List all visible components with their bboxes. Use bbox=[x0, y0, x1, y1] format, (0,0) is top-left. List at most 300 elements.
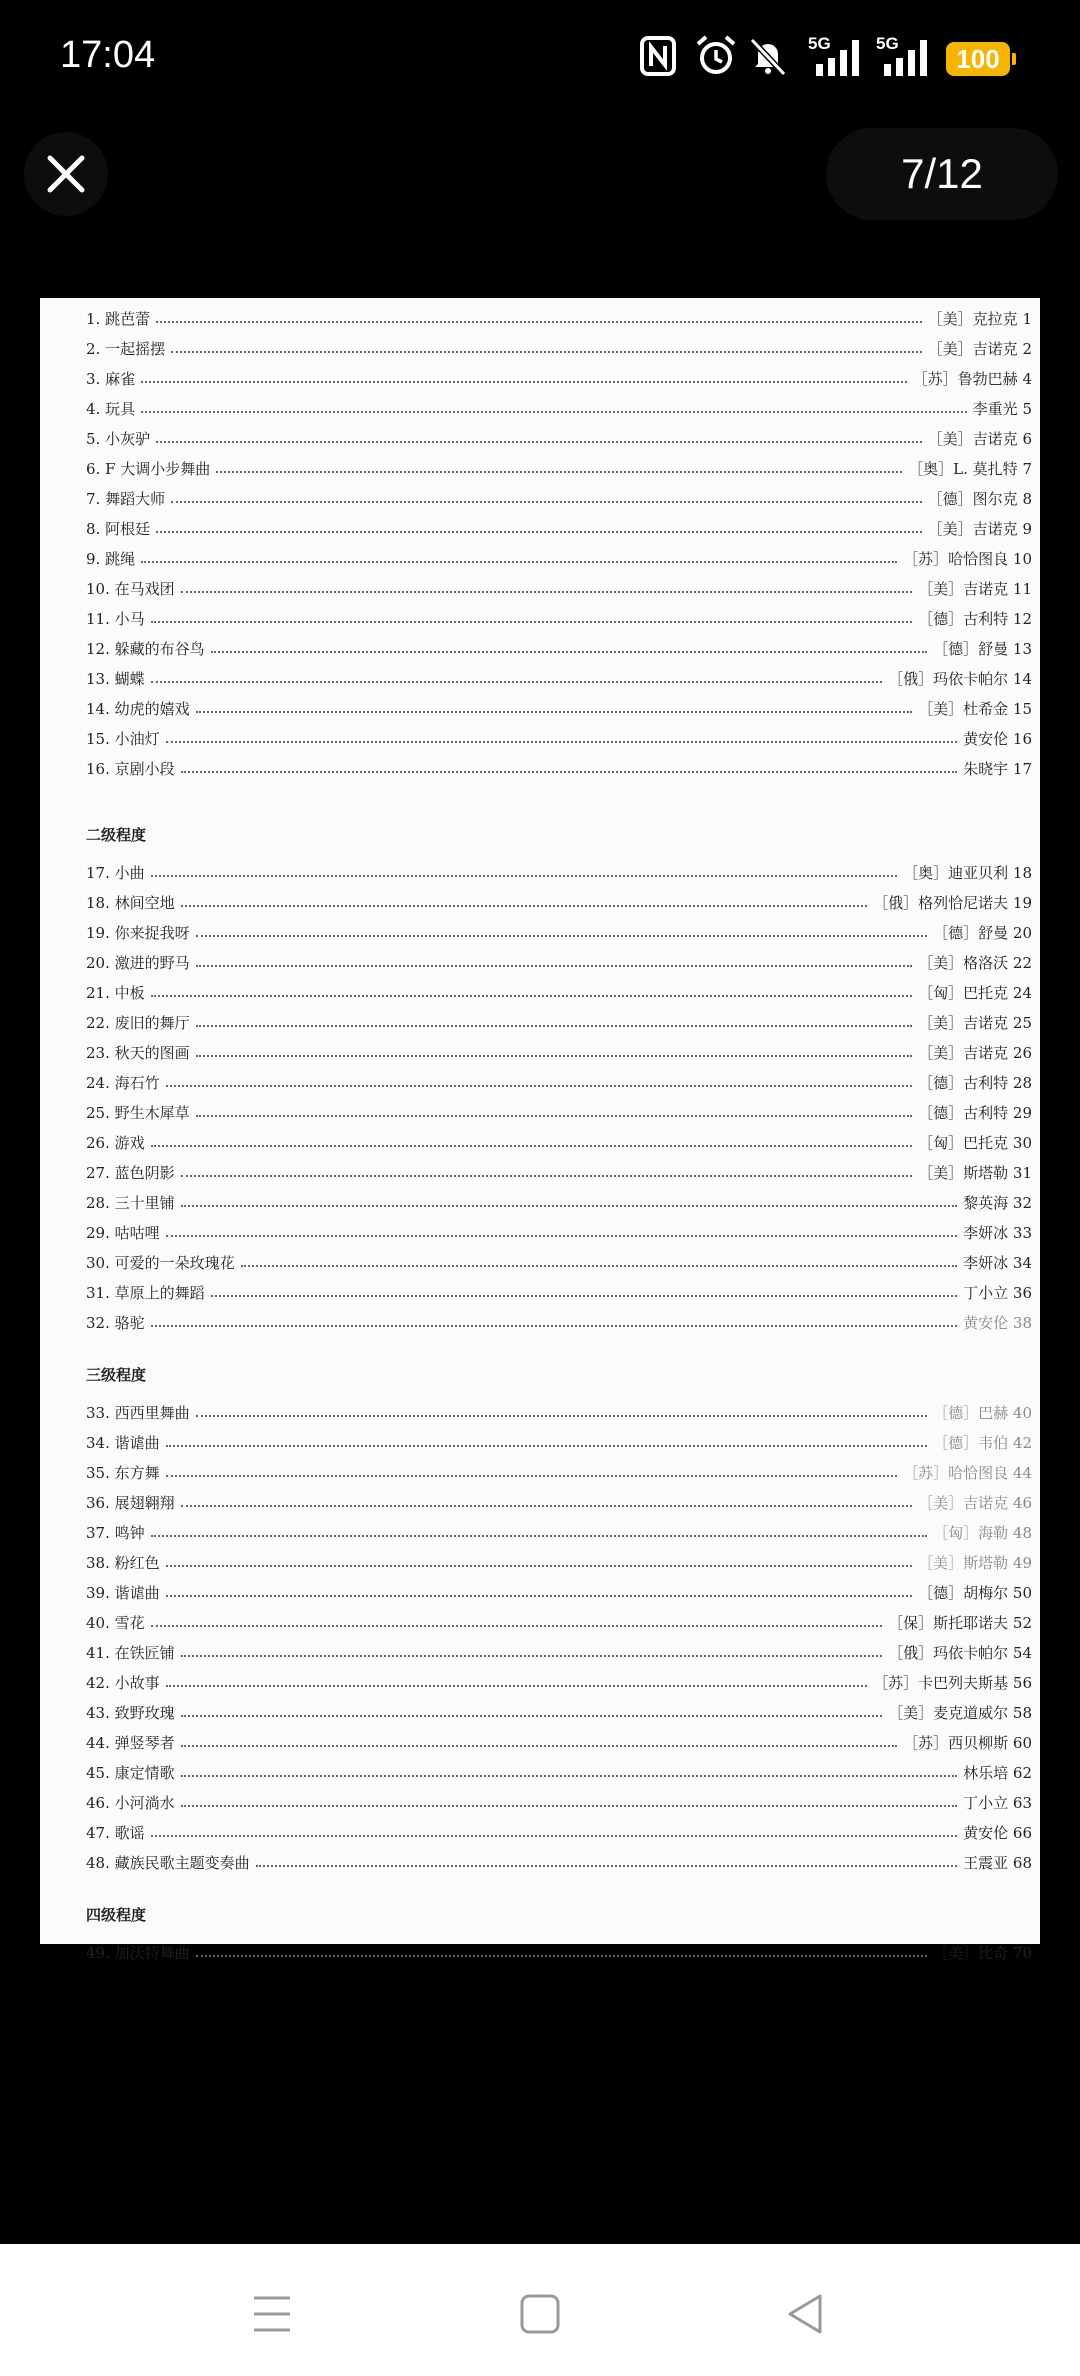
toc-entry-composer: ［德］古利特 bbox=[918, 1103, 1009, 1122]
toc-entry-composer: 李妍冰 bbox=[963, 1253, 1009, 1272]
toc-entry-page: 66 bbox=[1012, 1823, 1032, 1842]
toc-entry-composer: ［美］吉诺克 bbox=[918, 579, 1009, 598]
toc-entry-title: 38. 粉红色 bbox=[86, 1553, 160, 1572]
toc-entry-page: 20 bbox=[1012, 923, 1032, 942]
toc-entry-composer: ［苏］卡巴列夫斯基 bbox=[873, 1673, 1009, 1692]
toc-leader-dots bbox=[151, 1145, 912, 1147]
toc-entry-page: 18 bbox=[1012, 863, 1032, 882]
toc-entry bbox=[86, 1938, 1032, 1966]
toc-entry-composer: ［德］韦伯 bbox=[933, 1433, 1009, 1452]
toc-entry bbox=[86, 948, 1032, 976]
toc-entry-title: 27. 蓝色阴影 bbox=[86, 1163, 175, 1182]
toc-entry-composer-page bbox=[963, 1822, 1032, 1843]
toc-entry-title: 46. 小河淌水 bbox=[86, 1793, 175, 1812]
toc-leader-dots bbox=[196, 1415, 927, 1417]
signal-icon bbox=[880, 34, 936, 78]
toc-entry-composer-page bbox=[928, 338, 1032, 359]
toc-entry-page: 48 bbox=[1012, 1523, 1032, 1542]
toc-leader-dots bbox=[196, 711, 912, 713]
toc-entry-composer-page bbox=[928, 488, 1032, 509]
toc-leader-dots bbox=[196, 1955, 927, 1957]
toc-entry-page: 44 bbox=[1012, 1463, 1032, 1482]
toc-entry-composer: ［匈］巴托克 bbox=[918, 983, 1009, 1002]
toc-entry-title: 3. 麻雀 bbox=[86, 369, 136, 388]
toc-entry-title: 10. 在马戏团 bbox=[86, 579, 175, 598]
toc-entry bbox=[86, 978, 1032, 1006]
toc-entry-page: 24 bbox=[1012, 983, 1032, 1002]
toc-entry-title: 33. 西西里舞曲 bbox=[86, 1403, 190, 1422]
toc-entry-page: 6 bbox=[1022, 429, 1032, 448]
battery-icon bbox=[946, 42, 1010, 76]
toc-entry-composer: ［美］格洛沃 bbox=[918, 953, 1009, 972]
toc-entry-page: 54 bbox=[1012, 1643, 1032, 1662]
toc-entry-composer-page bbox=[933, 638, 1032, 659]
toc-leader-dots bbox=[256, 1865, 957, 1867]
toc-entry-page: 46 bbox=[1012, 1493, 1032, 1512]
toc-entry-composer: ［美］吉诺克 bbox=[918, 1013, 1009, 1032]
toc-leader-dots bbox=[196, 1055, 912, 1057]
toc-entry-title: 49. 加沃特舞曲 bbox=[86, 1943, 190, 1962]
toc-entry-title: 9. 跳绳 bbox=[86, 549, 136, 568]
toc-leader-dots bbox=[181, 771, 957, 773]
toc-entry-composer-page bbox=[963, 1792, 1032, 1813]
toc-entry-page: 30 bbox=[1012, 1133, 1032, 1152]
toc-leader-dots bbox=[151, 1835, 957, 1837]
toc-entry-page: 19 bbox=[1012, 893, 1032, 912]
toc-entry bbox=[86, 1128, 1032, 1156]
toc-entry-page: 5 bbox=[1022, 399, 1032, 418]
toc-entry-title: 13. 蝴蝶 bbox=[86, 669, 145, 688]
section-heading: 二级程度 bbox=[86, 826, 147, 844]
toc-leader-dots bbox=[181, 1505, 912, 1507]
toc-entry bbox=[86, 1638, 1032, 1666]
toc-entry-composer-page bbox=[918, 952, 1032, 973]
toc-leader-dots bbox=[141, 411, 967, 413]
toc-entry-composer: 黄安伦 bbox=[963, 1313, 1009, 1332]
toc-leader-dots bbox=[181, 591, 912, 593]
toc-entry-title: 45. 康定情歌 bbox=[86, 1763, 175, 1782]
toc-entry-page: 56 bbox=[1012, 1673, 1032, 1692]
toc-entry-title: 23. 秋天的图画 bbox=[86, 1043, 190, 1062]
toc-entry-composer: ［奥］L. 莫扎特 bbox=[908, 459, 1018, 478]
toc-entry-page: 42 bbox=[1012, 1433, 1032, 1452]
toc-entry-page: 63 bbox=[1012, 1793, 1032, 1812]
navigation-bar bbox=[0, 2244, 1080, 2376]
toc-leader-dots bbox=[181, 1715, 882, 1717]
toc-entry-composer: ［美］杜希金 bbox=[918, 699, 1009, 718]
toc-entry-title: 17. 小曲 bbox=[86, 863, 145, 882]
home-icon[interactable] bbox=[500, 2274, 580, 2354]
toc-entry-title: 21. 中板 bbox=[86, 983, 145, 1002]
toc-entry-composer: ［奥］迪亚贝利 bbox=[903, 863, 1009, 882]
toc-entry-title: 44. 弹竖琴者 bbox=[86, 1733, 175, 1752]
toc-leader-dots bbox=[196, 935, 927, 937]
toc-entry-composer: ［俄］格列恰尼诺夫 bbox=[873, 893, 1009, 912]
toc-entry bbox=[86, 364, 1032, 392]
toc-entry-composer: ［德］图尔克 bbox=[927, 489, 1018, 508]
toc-entry-title: 25. 野生木犀草 bbox=[86, 1103, 190, 1122]
toc-leader-dots bbox=[166, 1445, 927, 1447]
toc-entry bbox=[86, 604, 1032, 632]
toc-entry-composer-page bbox=[918, 1072, 1032, 1093]
toc-entry bbox=[86, 858, 1032, 886]
toc-entry-page: 10 bbox=[1012, 549, 1032, 568]
toc-entry-title: 39. 谐谑曲 bbox=[86, 1583, 160, 1602]
toc-entry bbox=[86, 514, 1032, 542]
toc-entry bbox=[86, 1188, 1032, 1216]
page-counter bbox=[826, 128, 1058, 220]
alarm-icon bbox=[694, 34, 738, 78]
toc-leader-dots bbox=[166, 1475, 897, 1477]
toc-entry-composer-page bbox=[973, 398, 1032, 419]
toc-entry-composer: ［美］比奇 bbox=[933, 1943, 1009, 1962]
toc-entry-composer: ［俄］玛依卡帕尔 bbox=[888, 669, 1009, 688]
battery-level: 100 bbox=[956, 44, 1000, 74]
toc-entry-composer-page bbox=[918, 1102, 1032, 1123]
toc-entry-title: 19. 你来捉我呀 bbox=[86, 923, 190, 942]
toc-entry-composer-page bbox=[928, 518, 1032, 539]
toc-leader-dots bbox=[181, 1745, 897, 1747]
toc-entry-composer-page bbox=[918, 982, 1032, 1003]
toc-entry-title: 34. 谐谑曲 bbox=[86, 1433, 160, 1452]
toc-leader-dots bbox=[166, 741, 957, 743]
toc-entry-composer-page bbox=[963, 1852, 1032, 1873]
toc-entry-composer-page bbox=[933, 1522, 1032, 1543]
toc-entry bbox=[86, 1668, 1032, 1696]
network-label-2: 5G bbox=[876, 34, 899, 53]
toc-entry-composer-page bbox=[963, 728, 1032, 749]
toc-leader-dots bbox=[181, 1805, 957, 1807]
toc-entry-composer-page bbox=[888, 1642, 1032, 1663]
toc-leader-dots bbox=[211, 1295, 957, 1297]
toc-entry-composer-page bbox=[913, 368, 1032, 389]
toc-entry-composer: 王震亚 bbox=[963, 1853, 1009, 1872]
toc-entry-composer: ［德］古利特 bbox=[918, 609, 1009, 628]
toc-entry-title: 5. 小灰驴 bbox=[86, 429, 151, 448]
toc-entry-composer-page bbox=[918, 1012, 1032, 1033]
toc-entry-composer: ［美］斯塔勒 bbox=[918, 1553, 1009, 1572]
toc-entry-page: 17 bbox=[1012, 759, 1032, 778]
toc-entry bbox=[86, 1578, 1032, 1606]
toc-entry-composer: ［德］舒曼 bbox=[933, 639, 1009, 658]
toc-entry bbox=[86, 394, 1032, 422]
toc-entry bbox=[86, 484, 1032, 512]
toc-entry-page: 25 bbox=[1012, 1013, 1032, 1032]
toc-entry-page: 36 bbox=[1012, 1283, 1032, 1302]
toc-entry-composer: ［美］麦克道威尔 bbox=[888, 1703, 1009, 1722]
toc-leader-dots bbox=[181, 1775, 957, 1777]
toc-entry-title: 18. 林间空地 bbox=[86, 893, 175, 912]
toc-entry-page: 26 bbox=[1012, 1043, 1032, 1062]
toc-entry-title: 26. 游戏 bbox=[86, 1133, 145, 1152]
toc-leader-dots bbox=[166, 1235, 957, 1237]
toc-entry bbox=[86, 1068, 1032, 1096]
toc-entry bbox=[86, 334, 1032, 362]
toc-entry-page: 13 bbox=[1012, 639, 1032, 658]
toc-entry-title: 47. 歌谣 bbox=[86, 1823, 145, 1842]
toc-entry bbox=[86, 888, 1032, 916]
toc-entry-composer-page bbox=[918, 1042, 1032, 1063]
toc-entry-title: 22. 废旧的舞厅 bbox=[86, 1013, 190, 1032]
toc-entry-page: 32 bbox=[1012, 1193, 1032, 1212]
toc-entry-composer-page bbox=[928, 428, 1032, 449]
toc-entry-page: 28 bbox=[1012, 1073, 1032, 1092]
section-heading: 三级程度 bbox=[86, 1366, 147, 1384]
toc-entry-title: 41. 在铁匠铺 bbox=[86, 1643, 175, 1662]
toc-entry-composer: ［苏］哈恰图良 bbox=[903, 1463, 1009, 1482]
toc-entry bbox=[86, 1248, 1032, 1276]
toc-entry bbox=[86, 754, 1032, 782]
close-button[interactable] bbox=[24, 132, 108, 216]
toc-entry-title: 29. 咕咕哩 bbox=[86, 1223, 160, 1242]
toc-leader-dots bbox=[151, 1535, 927, 1537]
toc-entry-page: 62 bbox=[1012, 1763, 1032, 1782]
toc-entry bbox=[86, 1488, 1032, 1516]
toc-entry-page: 58 bbox=[1012, 1703, 1032, 1722]
signal-icon bbox=[812, 34, 868, 78]
toc-entry-composer-page bbox=[888, 1702, 1032, 1723]
toc-entry-composer-page bbox=[903, 1732, 1032, 1753]
toc-leader-dots bbox=[181, 905, 867, 907]
toc-entry-page: 34 bbox=[1012, 1253, 1032, 1272]
toc-entry-title: 12. 躲藏的布谷鸟 bbox=[86, 639, 205, 658]
toc-entry-page: 9 bbox=[1022, 519, 1032, 538]
toc-entry-title: 14. 幼虎的嬉戏 bbox=[86, 699, 190, 718]
toc-entry-page: 8 bbox=[1022, 489, 1032, 508]
toc-entry-composer: ［美］吉诺克 bbox=[927, 339, 1018, 358]
toc-entry bbox=[86, 424, 1032, 452]
toc-entry bbox=[86, 574, 1032, 602]
toc-entry-composer-page bbox=[888, 668, 1032, 689]
network-label-1: 5G bbox=[808, 34, 831, 53]
toc-entry-composer: 李妍冰 bbox=[963, 1223, 1009, 1242]
toc-entry-page: 12 bbox=[1012, 609, 1032, 628]
toc-entry-title: 20. 激进的野马 bbox=[86, 953, 190, 972]
toc-entry-composer: 黎英海 bbox=[963, 1193, 1009, 1212]
toc-entry-title: 30. 可爱的一朵玫瑰花 bbox=[86, 1253, 235, 1272]
toc-entry bbox=[86, 1008, 1032, 1036]
toc-entry-composer-page bbox=[963, 1312, 1032, 1333]
toc-entry bbox=[86, 1158, 1032, 1186]
toc-leader-dots bbox=[166, 1685, 867, 1687]
toc-entry-composer: ［美］吉诺克 bbox=[918, 1493, 1009, 1512]
toc-entry-composer-page bbox=[918, 698, 1032, 719]
toc-entry-title: 2. 一起摇摆 bbox=[86, 339, 166, 358]
toc-entry-composer: ［匈］海勒 bbox=[933, 1523, 1009, 1542]
toc-entry bbox=[86, 1728, 1032, 1756]
toc-entry-page: 33 bbox=[1012, 1223, 1032, 1242]
toc-leader-dots bbox=[151, 681, 882, 683]
toc-entry-composer-page bbox=[918, 1552, 1032, 1573]
toc-entry-page: 31 bbox=[1012, 1163, 1032, 1182]
toc-leader-dots bbox=[171, 501, 922, 503]
toc-entry bbox=[86, 724, 1032, 752]
toc-entry-page: 16 bbox=[1012, 729, 1032, 748]
toc-entry-page: 60 bbox=[1012, 1733, 1032, 1752]
toc-entry-composer: ［苏］哈恰图良 bbox=[903, 549, 1009, 568]
toc-entry-composer: 丁小立 bbox=[963, 1283, 1009, 1302]
toc-entry-composer-page bbox=[888, 1612, 1032, 1633]
toc-entry-title: 48. 藏族民歌主题变奏曲 bbox=[86, 1853, 250, 1872]
toc-entry bbox=[86, 1308, 1032, 1336]
toc-entry-page: 52 bbox=[1012, 1613, 1032, 1632]
toc-leader-dots bbox=[196, 1115, 912, 1117]
toc-entry-composer: 李重光 bbox=[972, 399, 1018, 418]
toc-entry-composer-page bbox=[963, 1222, 1032, 1243]
toc-entry-title: 35. 东方舞 bbox=[86, 1463, 160, 1482]
toc-entry-title: 11. 小马 bbox=[86, 609, 145, 628]
toc-entry bbox=[86, 1038, 1032, 1066]
toc-entry-title: 6. F 大调小步舞曲 bbox=[86, 459, 211, 478]
back-icon[interactable] bbox=[766, 2274, 846, 2354]
toc-entry-title: 7. 舞蹈大师 bbox=[86, 489, 166, 508]
toc-entry-composer-page bbox=[933, 922, 1032, 943]
toc-entry-composer-page bbox=[963, 1282, 1032, 1303]
toc-entry-title: 37. 鸣钟 bbox=[86, 1523, 145, 1542]
toc-entry-composer: ［德］舒曼 bbox=[933, 923, 1009, 942]
toc-entry bbox=[86, 1518, 1032, 1546]
toc-entry bbox=[86, 1548, 1032, 1576]
toc-entry-composer: 朱晓宇 bbox=[963, 759, 1009, 778]
toc-entry-composer: ［美］吉诺克 bbox=[927, 429, 1018, 448]
toc-entry-page: 68 bbox=[1012, 1853, 1032, 1872]
toc-entry-composer-page bbox=[903, 548, 1032, 569]
toc-entry bbox=[86, 1788, 1032, 1816]
toc-leader-dots bbox=[151, 1325, 957, 1327]
toc-leader-dots bbox=[156, 441, 922, 443]
toc-leader-dots bbox=[156, 321, 922, 323]
toc-entry-page: 22 bbox=[1012, 953, 1032, 972]
toc-entry bbox=[86, 918, 1032, 946]
toc-leader-dots bbox=[141, 561, 897, 563]
toc-entry-composer-page bbox=[963, 1192, 1032, 1213]
toc-leader-dots bbox=[151, 875, 897, 877]
status-time: 17:04 bbox=[60, 34, 156, 76]
toc-leader-dots bbox=[181, 1205, 957, 1207]
toc-entry-page: 2 bbox=[1022, 339, 1032, 358]
toc-entry-page: 40 bbox=[1012, 1403, 1032, 1422]
menu-icon[interactable] bbox=[232, 2274, 312, 2354]
toc-leader-dots bbox=[166, 1565, 912, 1567]
toc-entry-composer-page bbox=[963, 1762, 1032, 1783]
toc-entry bbox=[86, 1428, 1032, 1456]
toc-entry-title: 24. 海石竹 bbox=[86, 1073, 160, 1092]
toc-leader-dots bbox=[196, 965, 912, 967]
toc-leader-dots bbox=[211, 651, 927, 653]
toc-entry bbox=[86, 304, 1032, 332]
toc-entry-composer-page bbox=[933, 1402, 1032, 1423]
toc-entry-page: 70 bbox=[1012, 1943, 1032, 1962]
toc-leader-dots bbox=[166, 1085, 912, 1087]
status-bar bbox=[0, 0, 1080, 118]
toc-entry-composer-page bbox=[933, 1432, 1032, 1453]
toc-entry-composer-page bbox=[918, 1492, 1032, 1513]
toc-entry-composer: 黄安伦 bbox=[963, 1823, 1009, 1842]
toc-leader-dots bbox=[196, 1025, 912, 1027]
toc-leader-dots bbox=[181, 1175, 912, 1177]
toc-entry-composer: ［美］斯塔勒 bbox=[918, 1163, 1009, 1182]
toc-leader-dots bbox=[141, 381, 907, 383]
toc-leader-dots bbox=[171, 351, 922, 353]
toc-entry-page: 7 bbox=[1022, 459, 1032, 478]
toc-entry-title: 15. 小油灯 bbox=[86, 729, 160, 748]
toc-leader-dots bbox=[151, 995, 912, 997]
nfc-icon bbox=[640, 34, 676, 78]
toc-leader-dots bbox=[181, 1655, 882, 1657]
toc-entry-composer-page bbox=[918, 1162, 1032, 1183]
toc-entry-composer-page bbox=[908, 458, 1032, 479]
toc-entry bbox=[86, 664, 1032, 692]
toc-entry-composer-page bbox=[903, 862, 1032, 883]
toc-entry-page: 50 bbox=[1012, 1583, 1032, 1602]
toc-entry-page: 38 bbox=[1012, 1313, 1032, 1332]
toc-entry-page: 14 bbox=[1012, 669, 1032, 688]
toc-entry-title: 1. 跳芭蕾 bbox=[86, 309, 151, 328]
toc-entry bbox=[86, 1218, 1032, 1246]
toc-entry-composer: ［保］斯托耶诺夫 bbox=[888, 1613, 1009, 1632]
toc-entry-composer-page bbox=[918, 1132, 1032, 1153]
toc-entry bbox=[86, 1758, 1032, 1786]
toc-entry-title: 28. 三十里铺 bbox=[86, 1193, 175, 1212]
toc-entry bbox=[86, 1098, 1032, 1126]
toc-entry bbox=[86, 1608, 1032, 1636]
toc-entry-composer: ［匈］巴托克 bbox=[918, 1133, 1009, 1152]
toc-entry-title: 42. 小故事 bbox=[86, 1673, 160, 1692]
toc-entry-composer: ［苏］西贝柳斯 bbox=[903, 1733, 1009, 1752]
toc-entry-composer: ［德］胡梅尔 bbox=[918, 1583, 1009, 1602]
toc-entry bbox=[86, 694, 1032, 722]
toc-leader-dots bbox=[156, 531, 922, 533]
toc-entry bbox=[86, 1818, 1032, 1846]
toc-entry-page: 11 bbox=[1012, 579, 1032, 598]
toc-entry-composer: ［美］吉诺克 bbox=[918, 1043, 1009, 1062]
toc-entry-page: 49 bbox=[1012, 1553, 1032, 1572]
toc-entry-composer-page bbox=[873, 1672, 1032, 1693]
mute-icon bbox=[746, 34, 790, 78]
toc-entry-composer: 丁小立 bbox=[963, 1793, 1009, 1812]
toc-entry-composer: 林乐培 bbox=[963, 1763, 1009, 1782]
toc-entry-page: 15 bbox=[1012, 699, 1032, 718]
toc-entry-composer: 黄安伦 bbox=[963, 729, 1009, 748]
toc-entry bbox=[86, 1398, 1032, 1426]
toc-entry-title: 32. 骆驼 bbox=[86, 1313, 145, 1332]
toc-entry-title: 31. 草原上的舞蹈 bbox=[86, 1283, 205, 1302]
document-page[interactable] bbox=[40, 298, 1040, 1962]
toc-entry-page: 29 bbox=[1012, 1103, 1032, 1122]
toc-entry bbox=[86, 1278, 1032, 1306]
toc-entry-composer: ［美］吉诺克 bbox=[927, 519, 1018, 538]
toc-entry-composer: ［苏］鲁勃巴赫 bbox=[912, 369, 1018, 388]
toc-entry-title: 36. 展翅翱翔 bbox=[86, 1493, 175, 1512]
toc-entry bbox=[86, 1698, 1032, 1726]
toc-entry bbox=[86, 634, 1032, 662]
toc-entry bbox=[86, 1848, 1032, 1876]
toc-entry-composer-page bbox=[918, 578, 1032, 599]
toc-entry-composer-page bbox=[933, 1942, 1032, 1963]
close-icon bbox=[24, 132, 108, 216]
toc-entry-composer-page bbox=[928, 308, 1032, 329]
section-heading: 四级程度 bbox=[86, 1906, 147, 1924]
toc-entry-composer: ［德］古利特 bbox=[918, 1073, 1009, 1092]
toc-entry-composer-page bbox=[903, 1462, 1032, 1483]
toc-entry bbox=[86, 1458, 1032, 1486]
toc-leader-dots bbox=[241, 1265, 957, 1267]
toc-entry-title: 4. 玩具 bbox=[86, 399, 136, 418]
toc-entry-title: 43. 致野玫瑰 bbox=[86, 1703, 175, 1722]
toc-entry bbox=[86, 454, 1032, 482]
toc-leader-dots bbox=[151, 1625, 882, 1627]
toc-entry-composer-page bbox=[963, 758, 1032, 779]
